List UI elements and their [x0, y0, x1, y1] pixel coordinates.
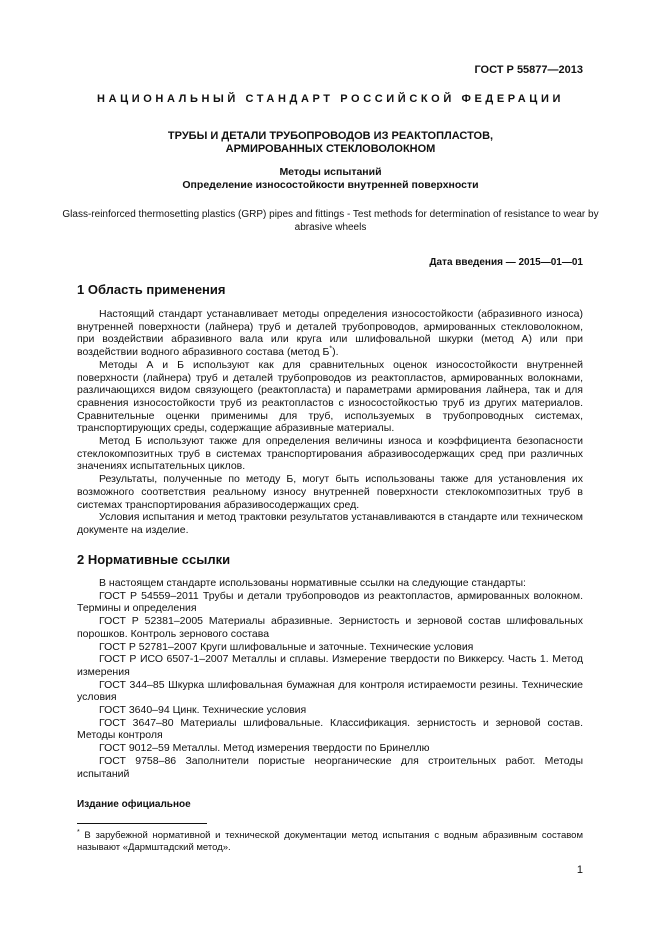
page-number: 1	[576, 864, 583, 876]
title-line-1: ТРУБЫ И ДЕТАЛИ ТРУБОПРОВОДОВ ИЗ РЕАКТОПЛАСТОВ,	[167, 130, 494, 142]
paragraph-text: Настоящий стандарт устанавливает методы определения износостойкости (абразивного износа) внутренней поверхности (лайнера) труб и деталей трубопроводов, армированных стекловолокном, при воздействии абразивного вала или круга или шлифовальной шкурки (метод А) или при воздействии водного абразивного состава (метод Б	[77, 308, 583, 359]
section-1-paragraph: Методы А и Б используют как для сравнительных оценок износостойкости внутренней поверхности (лайнера) труб и деталей трубопроводов из реактопластов, армированных волокнами, различающихся видом связующего (реактопласта) и параметрами армирования лайнера, так и для сравнения износостойкости труб из реактопластов с износостойкостью труб из других материалов. Сравнительные оценки применимы для труб, используемых в трубопроводных системах, транспортирующих среды, содержащие абразивные материалы.	[77, 358, 583, 435]
reference-item: ГОСТ Р 52781–2007 Круги шлифовальные и заточные. Технические условия	[99, 640, 474, 653]
normative-references	[77, 577, 583, 780]
footnote	[77, 830, 583, 854]
subtitle-line-2: Определение износостойкости внутренней поверхности	[182, 179, 479, 191]
footnote-text: В зарубежной нормативной и технической документации метод испытания с водным абразивным составом называют «Дармштадский метод».	[77, 830, 583, 853]
reference-item: ГОСТ 344–85 Шкурка шлифовальная бумажная для контроля истираемости резины. Технические условия	[77, 678, 583, 704]
footnote-mark: *	[77, 828, 80, 836]
reference-item: ГОСТ Р 52381–2005 Материалы абразивные. Зернистость и зерновой состав шлифовальных порошков. Контроль зернового состава	[77, 615, 583, 640]
reference-item: ГОСТ Р 54559–2011 Трубы и детали трубопроводов из реактопластов, армированных волокном. Термины и определения	[77, 589, 583, 615]
section-1-paragraph: Условия испытания и метод трактовки результатов устанавливаются в стандарте или техническом документе на изделие.	[77, 511, 583, 536]
section-1-paragraph: Метод Б используют также для определения величины износа и коэффициента безопасности стеклокомпозитных труб в системах транспортирования абразивосодержащих сред при различных значениях испытательных циклов.	[77, 435, 583, 473]
document-subtitle	[0, 166, 661, 192]
title-line-2: АРМИРОВАННЫХ СТЕКЛОВОЛОКНОМ	[225, 143, 436, 155]
subtitle-line-1: Методы испытаний	[279, 166, 382, 178]
official-edition-label: Издание официальное	[77, 799, 191, 810]
section-2-heading: 2 Нормативные ссылки	[77, 552, 231, 567]
document-title	[0, 130, 661, 156]
reference-item: ГОСТ 3647–80 Материалы шлифовальные. Классификация. зернистость и зерновой состав. Методы контроля	[77, 716, 583, 742]
reference-item: ГОСТ 9758–86 Заполнители пористые неорганические для строительных работ. Методы испытаний	[77, 754, 583, 780]
reference-item: ГОСТ Р ИСО 6507-1–2007 Металлы и сплавы. Измерение твердости по Виккерсу. Часть 1. Метод измерения	[77, 653, 583, 678]
footnote-divider	[77, 823, 207, 824]
section-1-paragraph: Результаты, полученные по методу Б, могут быть использованы также для установления их возможного соответствия реальному износу внутренней поверхности стеклокомпозитных труб в системах транспортирования абразивосодержащих сред.	[77, 473, 583, 511]
section-1-body	[77, 308, 583, 537]
introduction-date: Дата введения — 2015—01—01	[429, 257, 583, 268]
paragraph-text-end: ).	[332, 346, 339, 359]
section-1-heading: 1 Область применения	[77, 282, 226, 297]
section-1-paragraph	[77, 308, 583, 359]
references-intro: В настоящем стандарте использованы нормативные ссылки на следующие стандарты:	[99, 577, 526, 589]
reference-item: ГОСТ 9012–59 Металлы. Метод измерения твердости по Бринеллю	[99, 742, 430, 755]
national-standard-banner: НАЦИОНАЛЬНЫЙ СТАНДАРТ РОССИЙСКОЙ ФЕДЕРАЦИИ	[97, 93, 564, 105]
standard-code: ГОСТ Р 55877—2013	[474, 64, 583, 76]
english-title: Glass-reinforced thermosetting plastics (GRP) pipes and fittings - Test methods for determination of resistance to wear by abrasive wheels	[62, 209, 599, 233]
reference-item: ГОСТ 3640–94 Цинк. Технические условия	[99, 704, 307, 717]
footnote-reference: *	[329, 345, 333, 353]
